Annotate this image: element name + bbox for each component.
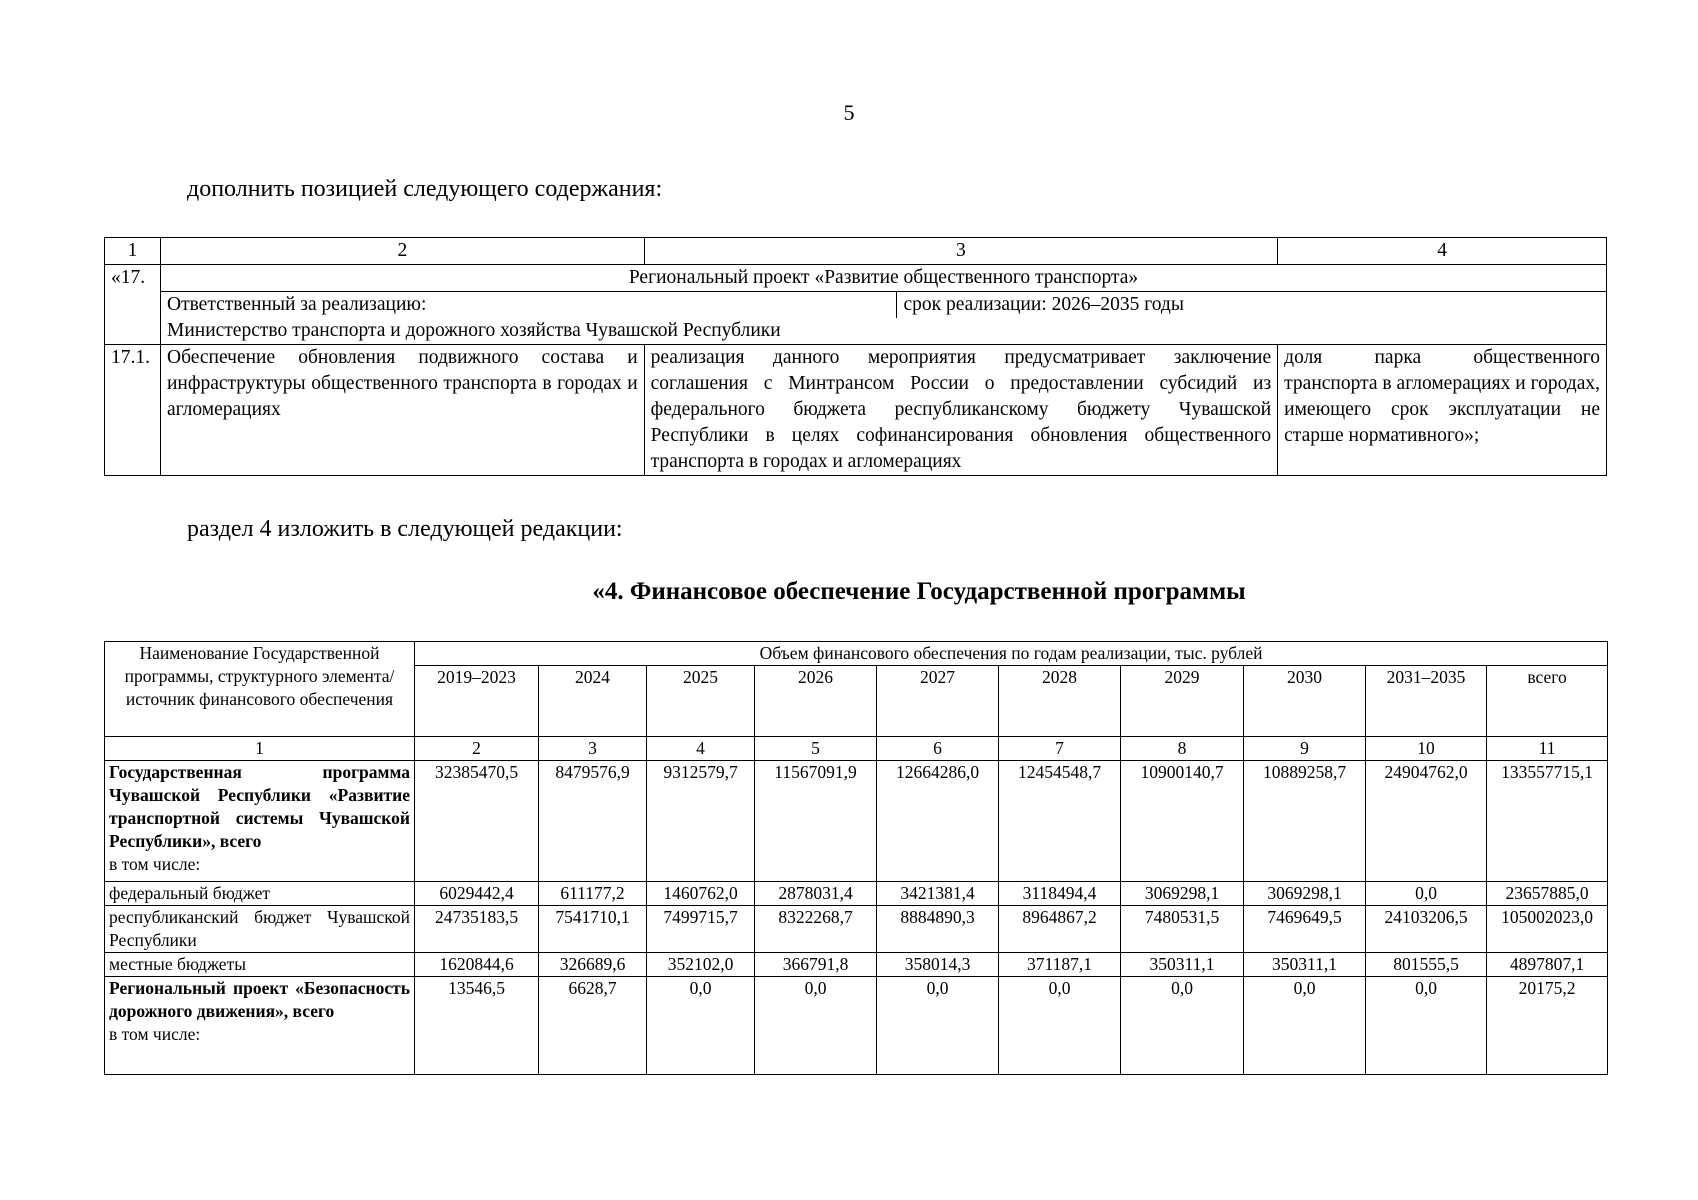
column-numbers-row (105, 737, 1608, 761)
column-number: 8 (1121, 737, 1244, 761)
row-subtitle: в том числе: (109, 1024, 201, 1044)
cell-value: 350311,1 (1244, 953, 1366, 977)
intro-paragraph: дополнить позицией следующего содержания: (187, 176, 663, 202)
cell-value: 7480531,5 (1121, 906, 1244, 953)
year-header: 2029 (1121, 666, 1244, 737)
cell-value: 0,0 (1244, 977, 1366, 1075)
table-header-row (105, 642, 1608, 666)
column-number: 3 (539, 737, 647, 761)
head-name: Наименование Государственной программы, структурного элемента/источник финансового обеспечения (105, 642, 415, 737)
cell-value: 10889258,7 (1244, 761, 1366, 882)
column-number: 9 (1244, 737, 1366, 761)
program-position-table (104, 237, 1607, 476)
measure-description: реализация данного мероприятия предусматривает заключение соглашения с Минтрансом России о предоставлении субсидий из федерального бюджета республиканскому бюджету Чувашской Республики в целях софинансирования обновления общественного транспорта в городах и агломерациях (644, 345, 1278, 476)
cell-value: 371187,1 (999, 953, 1121, 977)
cell-value: 3421381,4 (877, 882, 999, 906)
table-row (105, 265, 1607, 292)
column-number-4: 4 (1278, 238, 1607, 265)
row-name: республиканский бюджет Чувашской Республики (105, 906, 415, 953)
measure-name: Обеспечение обновления подвижного состава и инфраструктуры общественного транспорта в городах и агломерациях (160, 345, 644, 476)
cell-value: 0,0 (877, 977, 999, 1075)
cell-value: 7541710,1 (539, 906, 647, 953)
responsible-label: Ответственный за реализацию: (166, 294, 427, 315)
table-row (105, 953, 1608, 977)
cell-value: 3118494,4 (999, 882, 1121, 906)
cell-value: 3069298,1 (1121, 882, 1244, 906)
row-name: федеральный бюджет (105, 882, 415, 906)
year-header: 2030 (1244, 666, 1366, 737)
measure-indicator: доля парка общественного транспорта в агломерациях и городах, имеющего срок эксплуатации не старше нормативного»; (1278, 345, 1607, 476)
cell-value: 4897807,1 (1487, 953, 1608, 977)
financing-table (104, 641, 1608, 1075)
column-number: 10 (1366, 737, 1487, 761)
column-number-2: 2 (160, 238, 644, 265)
column-number: 6 (877, 737, 999, 761)
cell-value: 12454548,7 (999, 761, 1121, 882)
cell-value: 0,0 (647, 977, 755, 1075)
cell-value: 8964867,2 (999, 906, 1121, 953)
row-number: 17.1. (105, 345, 161, 476)
cell-value: 9312579,7 (647, 761, 755, 882)
year-header: 2026 (755, 666, 877, 737)
column-number-1: 1 (105, 238, 161, 265)
column-number: 2 (415, 737, 539, 761)
column-number: 1 (105, 737, 415, 761)
column-number: 4 (647, 737, 755, 761)
project-title: Региональный проект «Развитие общественного транспорта» (160, 265, 1606, 292)
column-number: 7 (999, 737, 1121, 761)
cell-value: 23657885,0 (1487, 882, 1608, 906)
row-name (105, 977, 415, 1075)
cell-value: 350311,1 (1121, 953, 1244, 977)
row-subtitle: в том числе: (109, 854, 201, 874)
year-header: 2027 (877, 666, 999, 737)
cell-value: 105002023,0 (1487, 906, 1608, 953)
responsible-cell (160, 292, 1606, 345)
cell-value: 13546,5 (415, 977, 539, 1075)
cell-value: 8884890,3 (877, 906, 999, 953)
head-volume: Объем финансового обеспечения по годам реализации, тыс. рублей (415, 642, 1608, 666)
cell-value: 326689,6 (539, 953, 647, 977)
cell-value: 11567091,9 (755, 761, 877, 882)
table-header-row (105, 238, 1607, 265)
table-row (105, 977, 1608, 1075)
column-number-3: 3 (644, 238, 1278, 265)
year-header: 2028 (999, 666, 1121, 737)
cell-value: 32385470,5 (415, 761, 539, 882)
cell-value: 0,0 (999, 977, 1121, 1075)
table-row (105, 882, 1608, 906)
cell-value: 7469649,5 (1244, 906, 1366, 953)
cell-value: 24735183,5 (415, 906, 539, 953)
cell-value: 10900140,7 (1121, 761, 1244, 882)
year-header: 2025 (647, 666, 755, 737)
responsible-ministry: Министерство транспорта и дорожного хозяйства Чувашской Республики (166, 320, 781, 341)
cell-value: 0,0 (1366, 977, 1487, 1075)
implementation-term: срок реализации: 2026–2035 годы (897, 292, 1606, 318)
year-header: 2024 (539, 666, 647, 737)
cell-value: 1460762,0 (647, 882, 755, 906)
cell-value: 358014,3 (877, 953, 999, 977)
row-title: Государственная программа Чувашской Республики «Развитие транспортной системы Чувашской Республики», всего (109, 762, 410, 851)
page-number: 5 (843, 100, 855, 125)
cell-value: 12664286,0 (877, 761, 999, 882)
row-title: Региональный проект «Безопасность дорожного движения», всего (109, 978, 410, 1021)
cell-value: 20175,2 (1487, 977, 1608, 1075)
table-row (105, 906, 1608, 953)
table-row (105, 292, 1607, 345)
year-header: 2019–2023 (415, 666, 539, 737)
cell-value: 2878031,4 (755, 882, 877, 906)
cell-value: 0,0 (755, 977, 877, 1075)
cell-value: 3069298,1 (1244, 882, 1366, 906)
row-name (105, 761, 415, 882)
cell-value: 7499715,7 (647, 906, 755, 953)
table-row (105, 345, 1607, 476)
cell-value: 611177,2 (539, 882, 647, 906)
cell-value: 0,0 (1366, 882, 1487, 906)
cell-value: 24103206,5 (1366, 906, 1487, 953)
cell-value: 352102,0 (647, 953, 755, 977)
cell-value: 6029442,4 (415, 882, 539, 906)
table-row (105, 761, 1608, 882)
column-number: 5 (755, 737, 877, 761)
row-number: «17. (105, 265, 161, 345)
cell-value: 366791,8 (755, 953, 877, 977)
cell-value: 133557715,1 (1487, 761, 1608, 882)
column-number: 11 (1487, 737, 1608, 761)
row-name: местные бюджеты (105, 953, 415, 977)
cell-value: 6628,7 (539, 977, 647, 1075)
cell-value: 801555,5 (1366, 953, 1487, 977)
cell-value: 8479576,9 (539, 761, 647, 882)
section-instruction: раздел 4 изложить в следующей редакции: (187, 516, 623, 542)
cell-value: 1620844,6 (415, 953, 539, 977)
section-title: «4. Финансовое обеспечение Государственной программы (592, 578, 1246, 605)
cell-value: 24904762,0 (1366, 761, 1487, 882)
year-header: всего (1487, 666, 1608, 737)
cell-value: 0,0 (1121, 977, 1244, 1075)
year-header: 2031–2035 (1366, 666, 1487, 737)
cell-value: 8322268,7 (755, 906, 877, 953)
